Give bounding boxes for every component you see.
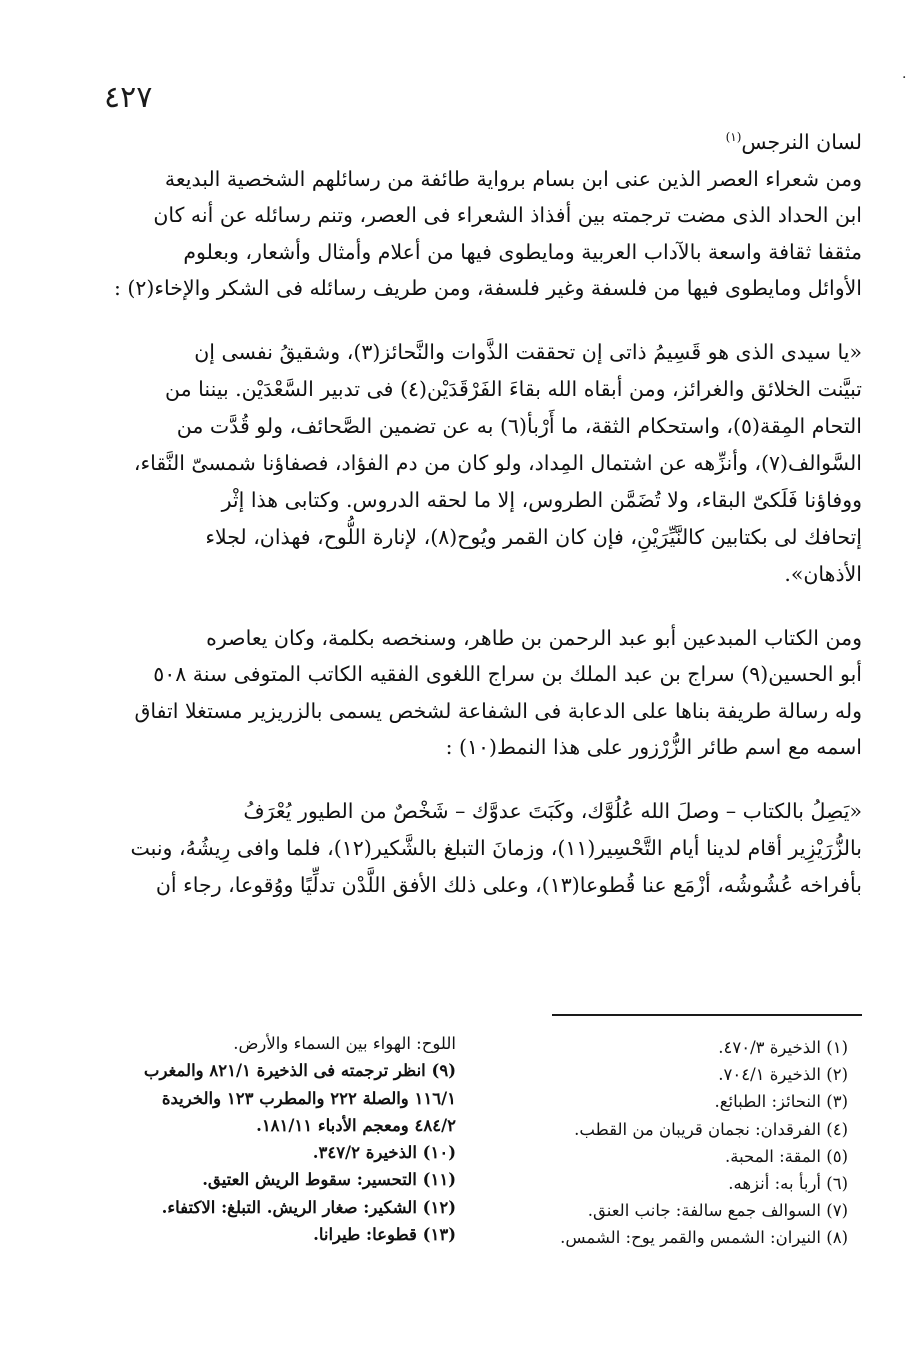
main-text bbox=[100, 124, 862, 904]
text-line: ووفاؤنا فَلَكىّ البقاء، ولا تُضَمَّن الطروس، إلا ما لحقه الدروس. وكتابى هذا إثْر bbox=[221, 487, 862, 512]
footnote: (٣) النحائز: الطبائع. bbox=[714, 1092, 848, 1112]
text-line: السَّوالف(٧)، وأنزِّهه عن اشتمال المِداد، ولو كان من دم الفؤاد، فصفاؤنا شمسىّ النَّقاء، bbox=[133, 450, 862, 475]
stray-mark: · bbox=[902, 70, 907, 86]
text-line: الأوائل ومايطوى فيها من فلسفة وغير فلسفة، ومن طريف رسائله فى الشكر والإخاء(٢) : bbox=[113, 276, 862, 300]
footnote: (٢) الذخيرة ٧٠٤/١. bbox=[718, 1065, 848, 1085]
quote-block bbox=[100, 334, 862, 593]
footnote: (٩) انظر ترجمته فى الذخيرة ٨٢١/١ والمغرب bbox=[143, 1061, 456, 1081]
footnote: (٧) السوالف جمع سالفة: جانب العنق. bbox=[587, 1201, 848, 1221]
text-line: اسمه مع اسم طائر الزُّرْزور على هذا النمط(١٠) : bbox=[445, 735, 862, 759]
text-line: مثقفا ثقافة واسعة بالآداب العربية ومايطوى فيها من أعلام وأمثال وأشعار، وبعلوم bbox=[183, 239, 862, 264]
footnote: (٦) أربأ به: أنزهه. bbox=[728, 1174, 848, 1194]
footnote-ref: (١) bbox=[725, 130, 742, 145]
footnote: (١٠) الذخيرة ٣٤٧/٢. bbox=[312, 1143, 456, 1163]
footnote: (١) الذخيرة ٤٧٠/٣. bbox=[718, 1038, 848, 1057]
section-title-text: لسان النرجس bbox=[741, 130, 862, 154]
text-line: «يا سيدى الذى هو قَسِيمُ ذاتى إن تحققت الذَّوات والنَّحائز(٣)، وشقيقُ نفسى إن bbox=[194, 339, 862, 364]
text-line: الأذهان». bbox=[784, 561, 862, 586]
text-line: أبو الحسين(٩) سراج بن عبد الملك بن سراج اللغوى الفقيه الكاتب المتوفى سنة ٥٠٨ bbox=[153, 662, 862, 686]
footnote: ٤٨٤/٢ ومعجم الأدباء ١٨١/١١. bbox=[256, 1115, 456, 1135]
footnotes-right-column bbox=[480, 1034, 848, 1252]
footnotes-left-column bbox=[96, 1030, 456, 1248]
text-line: التحام المِقة(٥)، واستحكام الثقة، ما أَرْبأ(٦) به عن تضمين الصَّحائف، ولو قُدَّت من bbox=[176, 413, 862, 438]
text-line: ومن الكتاب المبدعين أبو عبد الرحمن بن طاهر، وسنخصه بكلمة، وكان يعاصره bbox=[206, 625, 862, 650]
footnote: ١١٦/١ والصلة ٢٢٢ والمطرب ١٢٣ والخريدة bbox=[161, 1088, 456, 1108]
text-line: ومن شعراء العصر الذين عنى ابن بسام برواية طائفة من رسائلهم الشخصية البديعة bbox=[164, 166, 862, 191]
text-line: بالزُّرَيْزِير أقام لدينا أيام التَّحْسِير(١١)، وزمانَ التبلغ بالشَّكير(١٢)، فلما وافى رِيشُهُ، ونبت bbox=[130, 835, 862, 860]
text-line: إتحافك لى بكتابين كالنَّيِّرَيْنِ، فإن كان القمر ويُوح(٨)، لإنارة اللُّوح، فهذان، لجلاء bbox=[205, 524, 862, 549]
footnote: (١٣) قطوعا: طيرانا. bbox=[313, 1225, 456, 1245]
footnote: اللوح: الهواء بين السماء والأرض. bbox=[233, 1034, 456, 1053]
footnote: (٤) الفرقدان: نجمان قريبان من القطب. bbox=[574, 1119, 848, 1139]
text-line: «يَصِلُ بالكتاب – وصلَ الله عُلُوَّك، وكَبَتَ عدوَّك – شَخْصٌ من الطيور يُعْرَفُ bbox=[243, 798, 862, 823]
text-line: ابن الحداد الذى مضت ترجمته بين أفذاذ الشعراء فى العصر، وتنم رسائله عن أنه كان bbox=[153, 203, 862, 227]
footnote-separator bbox=[552, 1014, 862, 1016]
text-line: تبيَّنت الخلائق والغرائز، ومن أبقاه الله بقاءَ الفَرْقَدَيْن(٤) فى تدبير السَّعْدَيْن. بيننا من bbox=[165, 376, 862, 401]
text-line: وله رسالة طريفة بناها على الدعابة فى الشفاعة لشخص يسمى بالزريزير مستغلا اتفاق bbox=[134, 698, 862, 723]
footnote: (٨) النيران: الشمس والقمر يوح: الشمس. bbox=[560, 1228, 848, 1248]
text-line: بأفراخه عُشُوشُه، أزْمَع عنا قُطوعا(١٣)، وعلى ذلك الأفق اللَّدْن تدلِّيًا ووُقوعا، رجاء أن bbox=[155, 872, 862, 897]
quote-block bbox=[100, 793, 862, 904]
footnote: (١٢) الشكير: صغار الريش. التبلغ: الاكتفاء. bbox=[161, 1197, 456, 1217]
footnote: (١١) التحسير: سقوط الريش العتيق. bbox=[202, 1170, 456, 1190]
footnote: (٥) المقة: المحبة. bbox=[724, 1146, 848, 1166]
section-title bbox=[100, 124, 862, 161]
page-number: ٤٢٧ bbox=[104, 80, 153, 115]
